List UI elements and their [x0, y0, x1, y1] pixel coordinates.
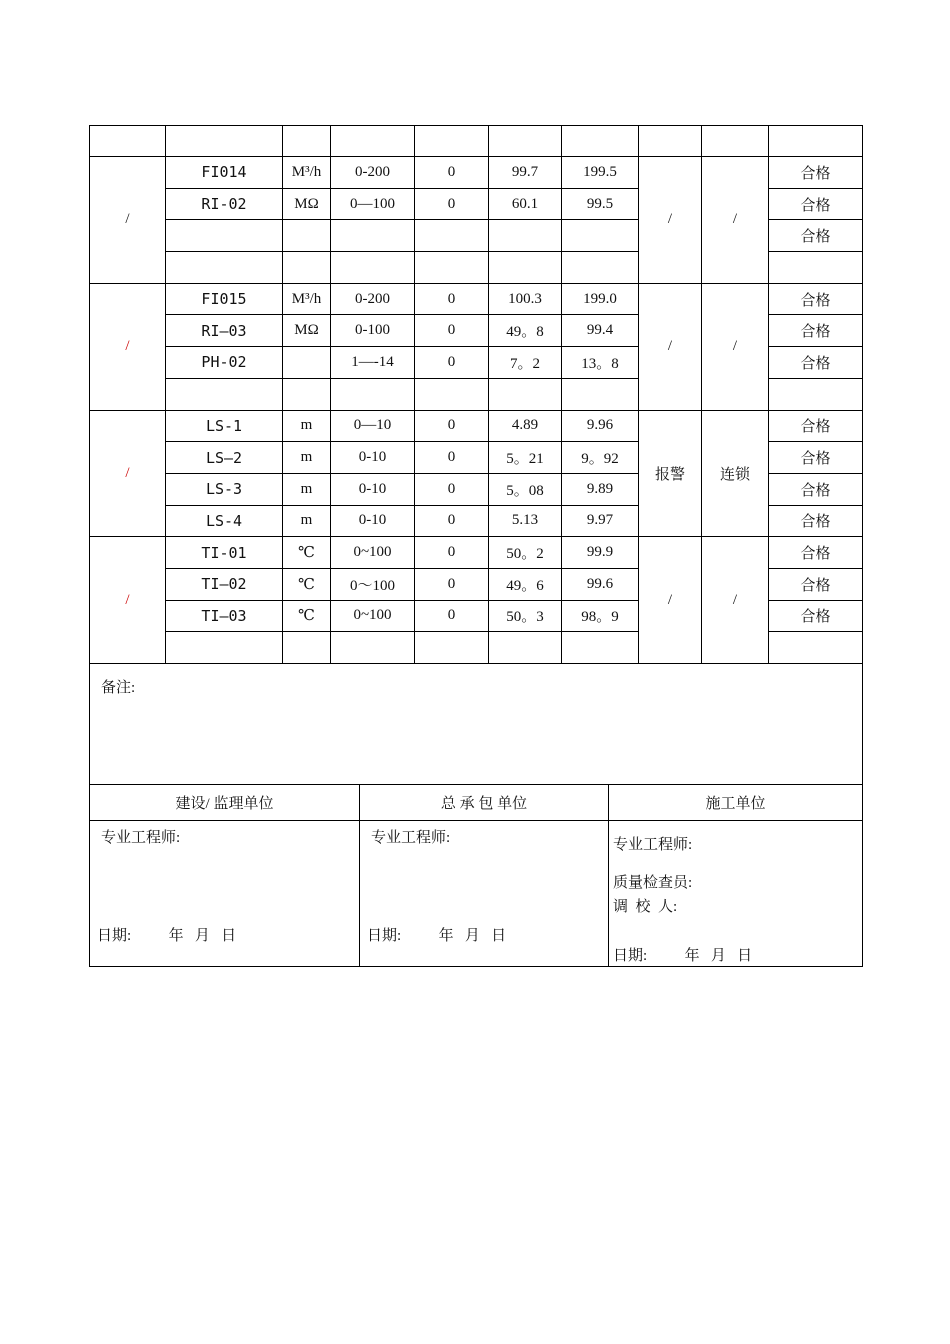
builder-header: 施工单位: [609, 785, 863, 821]
mid-value-cell: 99.7: [489, 157, 562, 189]
range-cell: 0～100: [331, 568, 415, 600]
owner-engineer-label: 专业工程师:: [101, 830, 181, 846]
calibration-table: [89, 125, 863, 664]
result-cell: 合格: [769, 157, 863, 189]
interlock-cell: 连锁: [702, 410, 769, 537]
interlock-cell: /: [702, 537, 769, 664]
tag-cell: [166, 252, 283, 284]
owner-signature-cell: [90, 821, 360, 967]
zero-value-cell: 0: [415, 410, 489, 442]
alarm-cell: /: [639, 157, 702, 284]
zero-value-cell: [415, 378, 489, 410]
table-row: [90, 537, 863, 569]
mid-value-cell: 60.1: [489, 188, 562, 220]
calibrator-label: 调 校 人:: [613, 899, 678, 915]
alarm-cell: /: [639, 283, 702, 410]
tag-cell: TI-01: [166, 537, 283, 569]
zero-value-cell: [415, 252, 489, 284]
unit-cell: m: [283, 442, 331, 474]
tag-cell: LS-3: [166, 473, 283, 505]
full-value-cell: 199.5: [562, 157, 639, 189]
full-value-cell: 13。8: [562, 347, 639, 379]
mid-value-cell: 4.89: [489, 410, 562, 442]
mid-value-cell: 5。21: [489, 442, 562, 474]
tag-cell: LS-1: [166, 410, 283, 442]
zero-value-cell: 0: [415, 505, 489, 537]
tag-cell: TI—03: [166, 600, 283, 632]
group-label-cell: /: [90, 410, 166, 537]
unit-cell: m: [283, 505, 331, 537]
result-cell: [769, 252, 863, 284]
range-cell: 1—-14: [331, 347, 415, 379]
full-value-cell: 99.5: [562, 188, 639, 220]
zero-value-cell: [415, 220, 489, 252]
contractor-date-label: 日期: 年 月 日: [367, 928, 507, 944]
mid-value-cell: 50。3: [489, 600, 562, 632]
zero-value-cell: 0: [415, 568, 489, 600]
unit-cell: [283, 252, 331, 284]
tag-cell: TI—02: [166, 568, 283, 600]
mid-value-cell: 7。2: [489, 347, 562, 379]
unit-cell: ℃: [283, 537, 331, 569]
range-cell: 0—100: [331, 188, 415, 220]
range-cell: [331, 378, 415, 410]
alarm-cell: /: [639, 537, 702, 664]
table-row: [90, 283, 863, 315]
result-cell: 合格: [769, 347, 863, 379]
remarks-label: 备注:: [101, 680, 136, 696]
full-value-cell: 9。92: [562, 442, 639, 474]
unit-cell: [283, 347, 331, 379]
builder-date-label: 日期: 年 月 日: [613, 948, 753, 964]
table-row: [90, 157, 863, 189]
unit-cell: [283, 632, 331, 664]
zero-value-cell: 0: [415, 473, 489, 505]
builder-engineer-label: 专业工程师:: [613, 837, 693, 853]
zero-value-cell: 0: [415, 188, 489, 220]
mid-value-cell: [489, 632, 562, 664]
result-cell: 合格: [769, 315, 863, 347]
group-label-cell: /: [90, 537, 166, 664]
zero-value-cell: [415, 632, 489, 664]
zero-value-cell: 0: [415, 283, 489, 315]
interlock-cell: /: [702, 157, 769, 284]
tag-cell: RI-02: [166, 188, 283, 220]
unit-cell: MΩ: [283, 315, 331, 347]
full-value-cell: 99.9: [562, 537, 639, 569]
tag-cell: PH-02: [166, 347, 283, 379]
range-cell: [331, 220, 415, 252]
range-cell: 0~100: [331, 600, 415, 632]
result-cell: 合格: [769, 505, 863, 537]
full-value-cell: 99.4: [562, 315, 639, 347]
group-label-cell: /: [90, 157, 166, 284]
range-cell: 0-200: [331, 283, 415, 315]
owner-header: 建设/ 监理单位: [90, 785, 360, 821]
unit-cell: ℃: [283, 600, 331, 632]
mid-value-cell: 49。8: [489, 315, 562, 347]
unit-cell: m: [283, 410, 331, 442]
owner-date-label: 日期: 年 月 日: [97, 928, 237, 944]
full-value-cell: 9.96: [562, 410, 639, 442]
result-cell: 合格: [769, 442, 863, 474]
contractor-signature-cell: [360, 821, 609, 967]
full-value-cell: [562, 220, 639, 252]
tag-cell: LS—2: [166, 442, 283, 474]
result-cell: 合格: [769, 283, 863, 315]
result-cell: 合格: [769, 410, 863, 442]
signature-table: [89, 663, 863, 967]
range-cell: 0~100: [331, 537, 415, 569]
zero-value-cell: 0: [415, 537, 489, 569]
interlock-cell: /: [702, 283, 769, 410]
mid-value-cell: 100.3: [489, 283, 562, 315]
tag-cell: FI014: [166, 157, 283, 189]
result-cell: 合格: [769, 600, 863, 632]
mid-value-cell: [489, 378, 562, 410]
builder-signature-cell: [609, 821, 863, 967]
inspector-label: 质量检查员:: [613, 875, 693, 891]
result-cell: 合格: [769, 568, 863, 600]
range-cell: [331, 252, 415, 284]
unit-cell: m: [283, 473, 331, 505]
result-cell: 合格: [769, 188, 863, 220]
result-cell: 合格: [769, 220, 863, 252]
tag-cell: RI—03: [166, 315, 283, 347]
range-cell: [331, 632, 415, 664]
unit-cell: ℃: [283, 568, 331, 600]
mid-value-cell: 50。2: [489, 537, 562, 569]
tag-cell: LS-4: [166, 505, 283, 537]
group-label-cell: /: [90, 283, 166, 410]
full-value-cell: 99.6: [562, 568, 639, 600]
contractor-header: 总 承 包 单位: [360, 785, 609, 821]
mid-value-cell: 49。6: [489, 568, 562, 600]
header-row-blank: [90, 126, 863, 157]
calibration-sheet: [89, 125, 862, 967]
range-cell: 0-100: [331, 315, 415, 347]
zero-value-cell: 0: [415, 442, 489, 474]
unit-cell: [283, 378, 331, 410]
full-value-cell: 199.0: [562, 283, 639, 315]
result-cell: 合格: [769, 537, 863, 569]
unit-cell: M³/h: [283, 157, 331, 189]
zero-value-cell: 0: [415, 315, 489, 347]
zero-value-cell: 0: [415, 600, 489, 632]
range-cell: 0—10: [331, 410, 415, 442]
range-cell: 0-10: [331, 442, 415, 474]
full-value-cell: 98。9: [562, 600, 639, 632]
full-value-cell: [562, 252, 639, 284]
unit-cell: M³/h: [283, 283, 331, 315]
contractor-engineer-label: 专业工程师:: [371, 830, 451, 846]
result-cell: [769, 632, 863, 664]
mid-value-cell: [489, 220, 562, 252]
mid-value-cell: [489, 252, 562, 284]
tag-cell: [166, 378, 283, 410]
tag-cell: [166, 220, 283, 252]
alarm-cell: 报警: [639, 410, 702, 537]
result-cell: 合格: [769, 473, 863, 505]
mid-value-cell: 5。08: [489, 473, 562, 505]
range-cell: 0-200: [331, 157, 415, 189]
unit-cell: MΩ: [283, 188, 331, 220]
unit-cell: [283, 220, 331, 252]
range-cell: 0-10: [331, 473, 415, 505]
full-value-cell: 9.89: [562, 473, 639, 505]
table-row: [90, 410, 863, 442]
full-value-cell: [562, 378, 639, 410]
mid-value-cell: 5.13: [489, 505, 562, 537]
zero-value-cell: 0: [415, 347, 489, 379]
full-value-cell: [562, 632, 639, 664]
zero-value-cell: 0: [415, 157, 489, 189]
tag-cell: FI015: [166, 283, 283, 315]
full-value-cell: 9.97: [562, 505, 639, 537]
result-cell: [769, 378, 863, 410]
range-cell: 0-10: [331, 505, 415, 537]
tag-cell: [166, 632, 283, 664]
remarks-cell: [90, 664, 863, 785]
